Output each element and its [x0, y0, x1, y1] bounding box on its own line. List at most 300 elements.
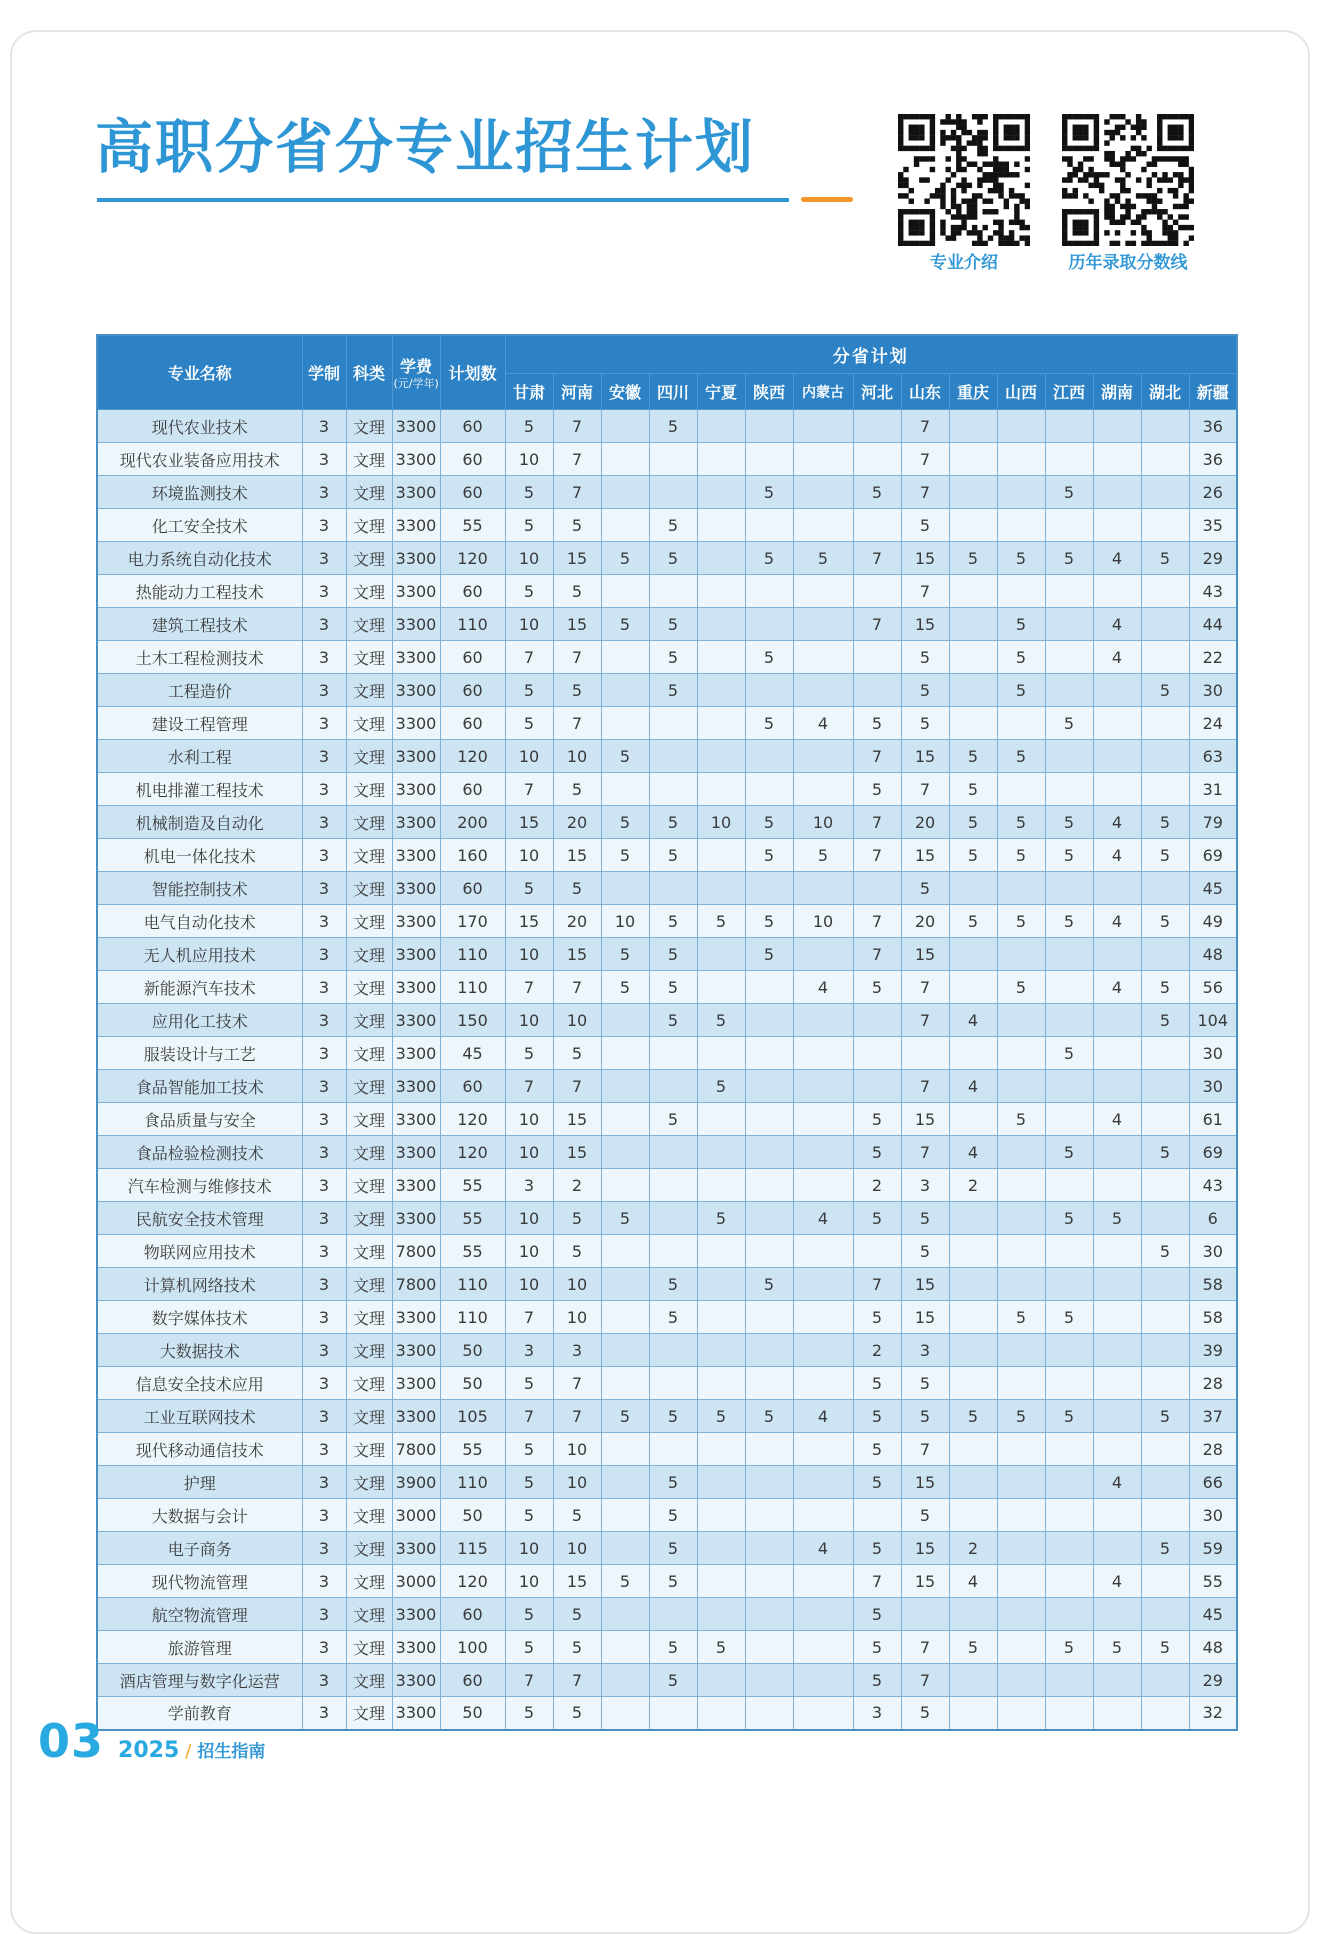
- value-cell: [949, 1202, 997, 1235]
- value-cell: 45: [440, 1037, 505, 1070]
- value-cell: 5: [505, 509, 553, 542]
- header-duration: 学制: [302, 335, 346, 410]
- value-cell: 30: [1189, 1070, 1237, 1103]
- value-cell: 3300: [392, 773, 440, 806]
- value-cell: 10: [553, 1532, 601, 1565]
- value-cell: [697, 938, 745, 971]
- table-row: [97, 608, 1237, 641]
- value-cell: [853, 575, 901, 608]
- value-cell: 文理: [346, 1004, 392, 1037]
- value-cell: 5: [553, 773, 601, 806]
- value-cell: 文理: [346, 1169, 392, 1202]
- value-cell: 3: [302, 773, 346, 806]
- value-cell: [697, 1499, 745, 1532]
- value-cell: [745, 1664, 793, 1697]
- major-name-cell: 食品质量与安全: [97, 1103, 302, 1136]
- value-cell: 文理: [346, 839, 392, 872]
- value-cell: 3: [302, 1169, 346, 1202]
- value-cell: [949, 1499, 997, 1532]
- header-province: 山西: [997, 374, 1045, 410]
- value-cell: 3: [302, 1697, 346, 1730]
- value-cell: [793, 1499, 853, 1532]
- value-cell: [649, 1334, 697, 1367]
- value-cell: 10: [553, 1268, 601, 1301]
- value-cell: [793, 641, 853, 674]
- value-cell: 60: [440, 443, 505, 476]
- value-cell: [997, 1631, 1045, 1664]
- value-cell: 5: [649, 674, 697, 707]
- value-cell: 10: [505, 740, 553, 773]
- value-cell: [1141, 1103, 1189, 1136]
- major-name-cell: 智能控制技术: [97, 872, 302, 905]
- value-cell: [1045, 641, 1093, 674]
- value-cell: [793, 575, 853, 608]
- major-name-cell: 建设工程管理: [97, 707, 302, 740]
- value-cell: 10: [505, 1268, 553, 1301]
- value-cell: [601, 1136, 649, 1169]
- value-cell: 160: [440, 839, 505, 872]
- value-cell: 7: [901, 1136, 949, 1169]
- value-cell: 7800: [392, 1235, 440, 1268]
- value-cell: 3: [302, 905, 346, 938]
- page-number: 03: [38, 1714, 105, 1768]
- table-row: [97, 1367, 1237, 1400]
- value-cell: 7: [901, 1631, 949, 1664]
- value-cell: [745, 1367, 793, 1400]
- value-cell: 5: [601, 1400, 649, 1433]
- value-cell: [1093, 1697, 1141, 1730]
- value-cell: [697, 707, 745, 740]
- value-cell: [793, 476, 853, 509]
- value-cell: 4: [949, 1565, 997, 1598]
- value-cell: 文理: [346, 872, 392, 905]
- value-cell: 3300: [392, 1697, 440, 1730]
- major-name-cell: 电子商务: [97, 1532, 302, 1565]
- value-cell: [601, 1532, 649, 1565]
- value-cell: 5: [853, 1136, 901, 1169]
- value-cell: 7: [853, 740, 901, 773]
- value-cell: 文理: [346, 1400, 392, 1433]
- value-cell: 105: [440, 1400, 505, 1433]
- value-cell: 15: [901, 1466, 949, 1499]
- value-cell: 5: [601, 542, 649, 575]
- value-cell: 60: [440, 773, 505, 806]
- value-cell: 文理: [346, 1103, 392, 1136]
- value-cell: 110: [440, 1301, 505, 1334]
- value-cell: [697, 773, 745, 806]
- value-cell: 3: [505, 1334, 553, 1367]
- value-cell: [601, 1037, 649, 1070]
- value-cell: [601, 1235, 649, 1268]
- value-cell: 5: [949, 773, 997, 806]
- value-cell: 7: [553, 1367, 601, 1400]
- value-cell: 3: [302, 707, 346, 740]
- value-cell: 5: [1045, 1202, 1093, 1235]
- major-name-cell: 建筑工程技术: [97, 608, 302, 641]
- value-cell: 4: [793, 1400, 853, 1433]
- value-cell: 文理: [346, 575, 392, 608]
- value-cell: [1141, 1433, 1189, 1466]
- value-cell: 20: [553, 806, 601, 839]
- major-name-cell: 物联网应用技术: [97, 1235, 302, 1268]
- value-cell: 4: [1093, 839, 1141, 872]
- value-cell: 文理: [346, 1499, 392, 1532]
- value-cell: [1141, 1334, 1189, 1367]
- value-cell: 7: [853, 1565, 901, 1598]
- value-cell: 5: [1045, 1136, 1093, 1169]
- value-cell: [793, 1169, 853, 1202]
- value-cell: [1045, 1367, 1093, 1400]
- value-cell: [1093, 1070, 1141, 1103]
- value-cell: [745, 575, 793, 608]
- value-cell: 7: [853, 806, 901, 839]
- value-cell: 5: [1045, 1301, 1093, 1334]
- value-cell: [697, 443, 745, 476]
- value-cell: 5: [697, 1070, 745, 1103]
- value-cell: 15: [553, 938, 601, 971]
- value-cell: 3: [302, 1235, 346, 1268]
- value-cell: [793, 1301, 853, 1334]
- value-cell: [1141, 608, 1189, 641]
- value-cell: 文理: [346, 1697, 392, 1730]
- value-cell: 3: [302, 938, 346, 971]
- value-cell: 3: [302, 1664, 346, 1697]
- value-cell: 7: [553, 641, 601, 674]
- value-cell: 文理: [346, 1598, 392, 1631]
- value-cell: [949, 509, 997, 542]
- major-name-cell: 机电排灌工程技术: [97, 773, 302, 806]
- value-cell: 37: [1189, 1400, 1237, 1433]
- value-cell: [601, 1367, 649, 1400]
- value-cell: 50: [440, 1499, 505, 1532]
- value-cell: [1141, 938, 1189, 971]
- value-cell: 5: [649, 1532, 697, 1565]
- major-name-cell: 酒店管理与数字化运营: [97, 1664, 302, 1697]
- value-cell: 5: [649, 1103, 697, 1136]
- value-cell: [853, 509, 901, 542]
- value-cell: 120: [440, 1565, 505, 1598]
- value-cell: 4: [1093, 806, 1141, 839]
- value-cell: 5: [601, 839, 649, 872]
- value-cell: 5: [853, 1367, 901, 1400]
- value-cell: 文理: [346, 1268, 392, 1301]
- value-cell: 7: [853, 1268, 901, 1301]
- value-cell: [1141, 773, 1189, 806]
- value-cell: 7: [505, 1664, 553, 1697]
- value-cell: 2: [949, 1169, 997, 1202]
- value-cell: [745, 1037, 793, 1070]
- value-cell: [1141, 872, 1189, 905]
- value-cell: [1045, 1466, 1093, 1499]
- value-cell: 7: [853, 542, 901, 575]
- table-row: [97, 1532, 1237, 1565]
- value-cell: [997, 410, 1045, 443]
- value-cell: 5: [697, 1400, 745, 1433]
- value-cell: [745, 1466, 793, 1499]
- value-cell: 3: [302, 608, 346, 641]
- table-row: [97, 1004, 1237, 1037]
- value-cell: 10: [553, 1004, 601, 1037]
- value-cell: 3300: [392, 1631, 440, 1664]
- table-row: [97, 1664, 1237, 1697]
- value-cell: [1141, 641, 1189, 674]
- value-cell: [1093, 1598, 1141, 1631]
- value-cell: 5: [901, 509, 949, 542]
- value-cell: [949, 575, 997, 608]
- major-name-cell: 护理: [97, 1466, 302, 1499]
- value-cell: 5: [601, 971, 649, 1004]
- value-cell: 60: [440, 674, 505, 707]
- value-cell: [1093, 509, 1141, 542]
- value-cell: 24: [1189, 707, 1237, 740]
- footer-guide-text: 招生指南: [197, 1742, 266, 1762]
- value-cell: [793, 773, 853, 806]
- value-cell: [601, 1499, 649, 1532]
- table-row: [97, 1301, 1237, 1334]
- value-cell: [1093, 476, 1141, 509]
- value-cell: 15: [901, 740, 949, 773]
- value-cell: 5: [649, 1664, 697, 1697]
- value-cell: 15: [553, 608, 601, 641]
- value-cell: 4: [1093, 608, 1141, 641]
- value-cell: 5: [1141, 542, 1189, 575]
- value-cell: [1141, 1301, 1189, 1334]
- value-cell: 文理: [346, 674, 392, 707]
- value-cell: 79: [1189, 806, 1237, 839]
- value-cell: [853, 641, 901, 674]
- value-cell: [1093, 1004, 1141, 1037]
- qr-label-admission-scores: 历年录取分数线: [1068, 253, 1188, 273]
- value-cell: [1141, 476, 1189, 509]
- value-cell: [697, 575, 745, 608]
- value-cell: 170: [440, 905, 505, 938]
- table-row: [97, 1499, 1237, 1532]
- table-row: [97, 1631, 1237, 1664]
- value-cell: 文理: [346, 740, 392, 773]
- value-cell: 5: [601, 608, 649, 641]
- value-cell: 10: [505, 542, 553, 575]
- value-cell: 5: [997, 905, 1045, 938]
- value-cell: 3300: [392, 1202, 440, 1235]
- value-cell: 5: [997, 971, 1045, 1004]
- value-cell: 5: [1141, 1400, 1189, 1433]
- value-cell: 5: [949, 542, 997, 575]
- value-cell: 15: [553, 1136, 601, 1169]
- value-cell: 3: [302, 1136, 346, 1169]
- value-cell: 15: [553, 542, 601, 575]
- value-cell: 3: [302, 1301, 346, 1334]
- value-cell: 7: [505, 971, 553, 1004]
- value-cell: 3300: [392, 872, 440, 905]
- value-cell: 3300: [392, 608, 440, 641]
- value-cell: [1045, 674, 1093, 707]
- table-row: [97, 1598, 1237, 1631]
- value-cell: 文理: [346, 905, 392, 938]
- value-cell: [997, 1136, 1045, 1169]
- value-cell: 110: [440, 1466, 505, 1499]
- value-cell: 3: [302, 1631, 346, 1664]
- value-cell: [1141, 1664, 1189, 1697]
- value-cell: 15: [901, 1268, 949, 1301]
- table-row: [97, 1235, 1237, 1268]
- value-cell: 7: [505, 773, 553, 806]
- value-cell: [1045, 1169, 1093, 1202]
- value-cell: [1045, 575, 1093, 608]
- value-cell: 7: [853, 608, 901, 641]
- value-cell: 5: [997, 542, 1045, 575]
- value-cell: 120: [440, 1136, 505, 1169]
- qr-label-major-intro: 专业介绍: [930, 253, 998, 273]
- value-cell: [793, 410, 853, 443]
- value-cell: [1141, 1070, 1189, 1103]
- value-cell: 5: [745, 938, 793, 971]
- value-cell: 4: [793, 707, 853, 740]
- header-province: 重庆: [949, 374, 997, 410]
- value-cell: [1093, 443, 1141, 476]
- value-cell: 3: [302, 476, 346, 509]
- value-cell: [745, 1070, 793, 1103]
- value-cell: 5: [745, 806, 793, 839]
- value-cell: [901, 1037, 949, 1070]
- value-cell: [949, 1334, 997, 1367]
- table-row: [97, 1334, 1237, 1367]
- value-cell: 5: [1045, 905, 1093, 938]
- value-cell: 4: [949, 1136, 997, 1169]
- value-cell: [1045, 1070, 1093, 1103]
- value-cell: 29: [1189, 542, 1237, 575]
- value-cell: 5: [649, 839, 697, 872]
- value-cell: 15: [901, 608, 949, 641]
- value-cell: 22: [1189, 641, 1237, 674]
- page-title: 高职分省分专业招生计划: [95, 113, 756, 181]
- value-cell: [649, 476, 697, 509]
- value-cell: 文理: [346, 1037, 392, 1070]
- table-header: [97, 335, 1237, 410]
- value-cell: 3: [302, 1499, 346, 1532]
- value-cell: 5: [997, 1301, 1045, 1334]
- major-name-cell: 现代农业技术: [97, 410, 302, 443]
- value-cell: 5: [505, 1367, 553, 1400]
- value-cell: 5: [1045, 839, 1093, 872]
- value-cell: 3: [901, 1334, 949, 1367]
- value-cell: 4: [1093, 905, 1141, 938]
- value-cell: 5: [901, 1367, 949, 1400]
- value-cell: 5: [1141, 806, 1189, 839]
- value-cell: [1141, 1697, 1189, 1730]
- value-cell: 7: [901, 1070, 949, 1103]
- value-cell: [697, 740, 745, 773]
- value-cell: 5: [853, 707, 901, 740]
- value-cell: [601, 1466, 649, 1499]
- value-cell: [949, 1268, 997, 1301]
- value-cell: [697, 1697, 745, 1730]
- value-cell: [1093, 872, 1141, 905]
- value-cell: [1093, 1235, 1141, 1268]
- header-province-group: 分省计划: [505, 335, 1237, 374]
- value-cell: 5: [1141, 1631, 1189, 1664]
- value-cell: [1093, 740, 1141, 773]
- value-cell: [793, 938, 853, 971]
- value-cell: 3300: [392, 971, 440, 1004]
- value-cell: [949, 674, 997, 707]
- value-cell: 31: [1189, 773, 1237, 806]
- value-cell: [997, 1532, 1045, 1565]
- value-cell: [649, 1235, 697, 1268]
- value-cell: [997, 509, 1045, 542]
- value-cell: 文理: [346, 1433, 392, 1466]
- value-cell: [601, 575, 649, 608]
- value-cell: [649, 1367, 697, 1400]
- value-cell: [697, 1103, 745, 1136]
- value-cell: 5: [553, 1037, 601, 1070]
- value-cell: 4: [949, 1070, 997, 1103]
- value-cell: 5: [1141, 971, 1189, 1004]
- value-cell: 30: [1189, 674, 1237, 707]
- value-cell: [697, 1664, 745, 1697]
- table-row: [97, 410, 1237, 443]
- value-cell: 10: [505, 839, 553, 872]
- value-cell: [1141, 1202, 1189, 1235]
- value-cell: [1045, 872, 1093, 905]
- value-cell: [697, 1037, 745, 1070]
- value-cell: 5: [793, 542, 853, 575]
- value-cell: [1093, 674, 1141, 707]
- value-cell: 5: [601, 938, 649, 971]
- value-cell: 10: [505, 608, 553, 641]
- value-cell: [1045, 1598, 1093, 1631]
- value-cell: [1045, 740, 1093, 773]
- header-province: 河南: [553, 374, 601, 410]
- value-cell: 5: [505, 1631, 553, 1664]
- value-cell: [649, 443, 697, 476]
- value-cell: [601, 1070, 649, 1103]
- value-cell: [1093, 938, 1141, 971]
- value-cell: 5: [1141, 839, 1189, 872]
- value-cell: 60: [440, 575, 505, 608]
- value-cell: [745, 1631, 793, 1664]
- table-row: [97, 938, 1237, 971]
- value-cell: 文理: [346, 773, 392, 806]
- value-cell: [697, 1598, 745, 1631]
- value-cell: [601, 1598, 649, 1631]
- value-cell: 3: [302, 1367, 346, 1400]
- value-cell: 2: [853, 1334, 901, 1367]
- value-cell: 15: [901, 1565, 949, 1598]
- major-name-cell: 机电一体化技术: [97, 839, 302, 872]
- title-underline: [97, 198, 789, 202]
- value-cell: [697, 674, 745, 707]
- value-cell: 10: [793, 905, 853, 938]
- value-cell: [745, 509, 793, 542]
- footer-separator: /: [185, 1741, 192, 1762]
- table-row: [97, 1103, 1237, 1136]
- value-cell: 3300: [392, 707, 440, 740]
- value-cell: 45: [1189, 1598, 1237, 1631]
- value-cell: 3300: [392, 1136, 440, 1169]
- value-cell: 36: [1189, 443, 1237, 476]
- value-cell: [997, 575, 1045, 608]
- value-cell: [601, 641, 649, 674]
- value-cell: [1141, 1037, 1189, 1070]
- value-cell: [697, 608, 745, 641]
- value-cell: 5: [649, 1301, 697, 1334]
- table-row: [97, 707, 1237, 740]
- value-cell: 48: [1189, 1631, 1237, 1664]
- value-cell: 5: [853, 1664, 901, 1697]
- value-cell: 7: [853, 905, 901, 938]
- header-province: 宁夏: [697, 374, 745, 410]
- value-cell: 35: [1189, 509, 1237, 542]
